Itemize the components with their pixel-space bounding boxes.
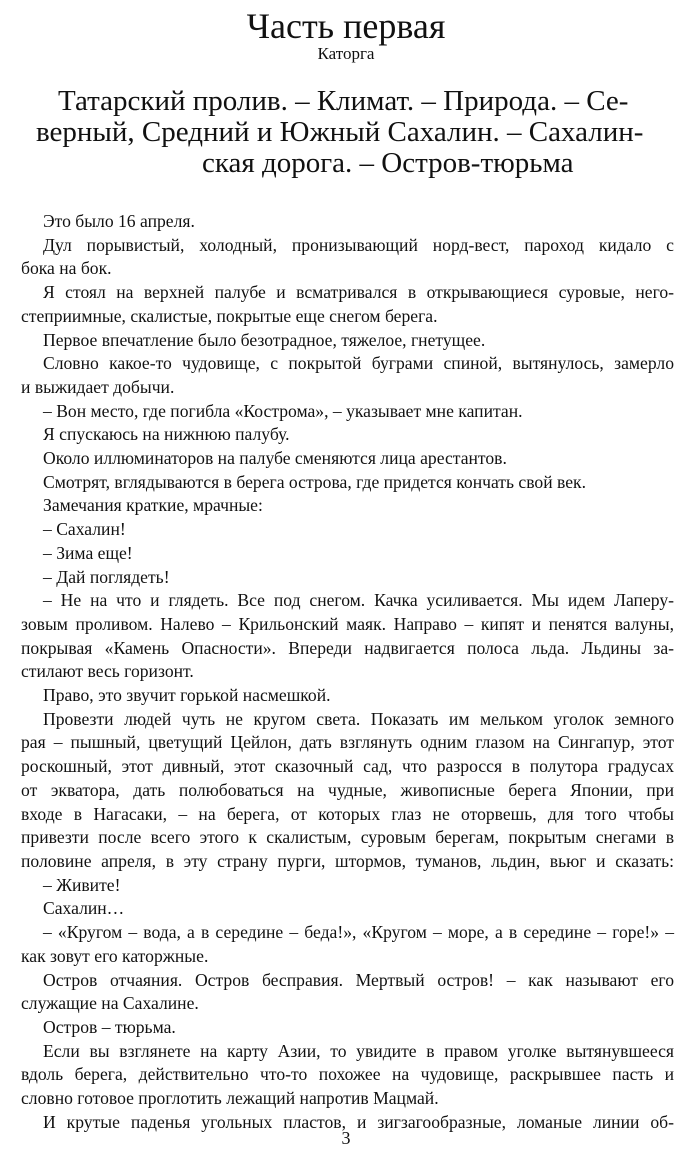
text-line: рая – пышный, цветущий Цейлон, дать взглянуть одним глазом на Сингапур, этот — [21, 732, 674, 753]
text-line: – «Кругом – вода, а в середине – беда!», «Кругом – море, а в середине – горе!» – — [43, 922, 674, 943]
text-line: входе в Нагасаки, – на берега, от которых глаз не оторвешь, для того чтобы — [21, 803, 674, 824]
text-line: Это было 16 апреля. — [43, 211, 195, 231]
text-line: – Вон место, где погибла «Кострома», – указывает мне капитан. — [43, 400, 523, 421]
chapter-title — [24, 86, 668, 179]
text-line: Провезти людей чуть не кругом света. Показать им мельком уголок земного — [43, 708, 674, 729]
text-line: Дул порывистый, холодный, пронизывающий норд-вест, пароход кидало с — [43, 234, 674, 255]
text-line: – Дай поглядеть! — [43, 566, 170, 587]
text-line: – Сахалин! — [43, 519, 126, 540]
part-subtitle: Каторга — [317, 44, 375, 63]
text-line: – Живите! — [43, 874, 121, 895]
text-line: служащие на Сахалине. — [21, 993, 199, 1014]
page-number: 3 — [341, 1128, 351, 1148]
text-line: Замечания краткие, мрачные: — [43, 495, 263, 516]
body-text — [21, 210, 674, 1134]
chapter-title-line: верный, Средний и Южный Сахалин. – Сахалин- — [36, 116, 644, 148]
text-line: Первое впечатление было безотрадное, тяжелое, гнетущее. — [43, 329, 486, 350]
text-line: бока на бок. — [21, 258, 112, 279]
text-line: словно готовое проглотить лежащий напротив Мацмай. — [21, 1088, 439, 1109]
text-line: зовым проливом. Налево – Крильонский маяк. Направо – кипят и пенятся валуны, — [21, 613, 674, 634]
text-line: вдоль берега, действительно что-то похожее на чудовище, раскрывшее пасть и — [21, 1064, 674, 1085]
chapter-title-line: ская дорога. – Остров-тюрьма — [202, 147, 574, 179]
text-line: Смотрят, вглядываются в берега острова, где придется кончать свой век. — [43, 471, 586, 492]
text-line: Право, это звучит горькой насмешкой. — [43, 685, 331, 706]
text-line: половине апреля, в эту страну пурги, штормов, туманов, льдин, вьюг и сказать: — [21, 850, 674, 871]
text-line: Остров – тюрьма. — [43, 1016, 176, 1037]
text-line: И крутые паденья угольных пластов, и зигзагообразные, ломаные линии об- — [43, 1111, 674, 1132]
text-line: – Не на что и глядеть. Все под снегом. Качка усиливается. Мы идем Лаперу- — [43, 590, 674, 611]
text-line: Сахалин… — [43, 898, 125, 919]
part-title: Часть первая — [246, 6, 446, 46]
text-line: как зовут его каторжные. — [21, 945, 209, 966]
chapter-title-line: Татарский пролив. – Климат. – Природа. – Се- — [58, 85, 629, 117]
text-line: степриимные, скалистые, покрытые еще снегом берега. — [21, 305, 438, 326]
text-line: Если вы взглянете на карту Азии, то увидите в правом уголке вытянувшееся — [43, 1040, 674, 1061]
text-line: Я стоял на верхней палубе и всматривался в открывающиеся суровые, него- — [43, 282, 674, 303]
text-line: от экватора, дать полюбоваться на чудные, живописные берега Японии, при — [21, 779, 674, 800]
text-line: стилают весь горизонт. — [21, 661, 194, 682]
text-line: Я спускаюсь на нижнюю палубу. — [43, 424, 290, 445]
text-line: Около иллюминаторов на палубе сменяются лица арестантов. — [43, 448, 507, 469]
text-line: привезти после всего этого к скалистым, суровым берегам, покрытым снегами в — [21, 827, 674, 848]
text-line: Словно какое-то чудовище, с покрытой буграми спиной, вытянулось, замерло — [43, 353, 674, 374]
text-line: покрывая «Камень Опасности». Впереди надвигается полоса льда. Льдины за- — [21, 637, 674, 658]
text-line: – Зима еще! — [43, 542, 133, 563]
text-line: и выжидает добычи. — [21, 376, 175, 397]
text-line: Остров отчаяния. Остров бесправия. Мертвый остров! – как называют его — [43, 969, 674, 990]
text-line: роскошный, этот дивный, этот сказочный сад, что разросся в полутора градусах — [21, 756, 674, 777]
